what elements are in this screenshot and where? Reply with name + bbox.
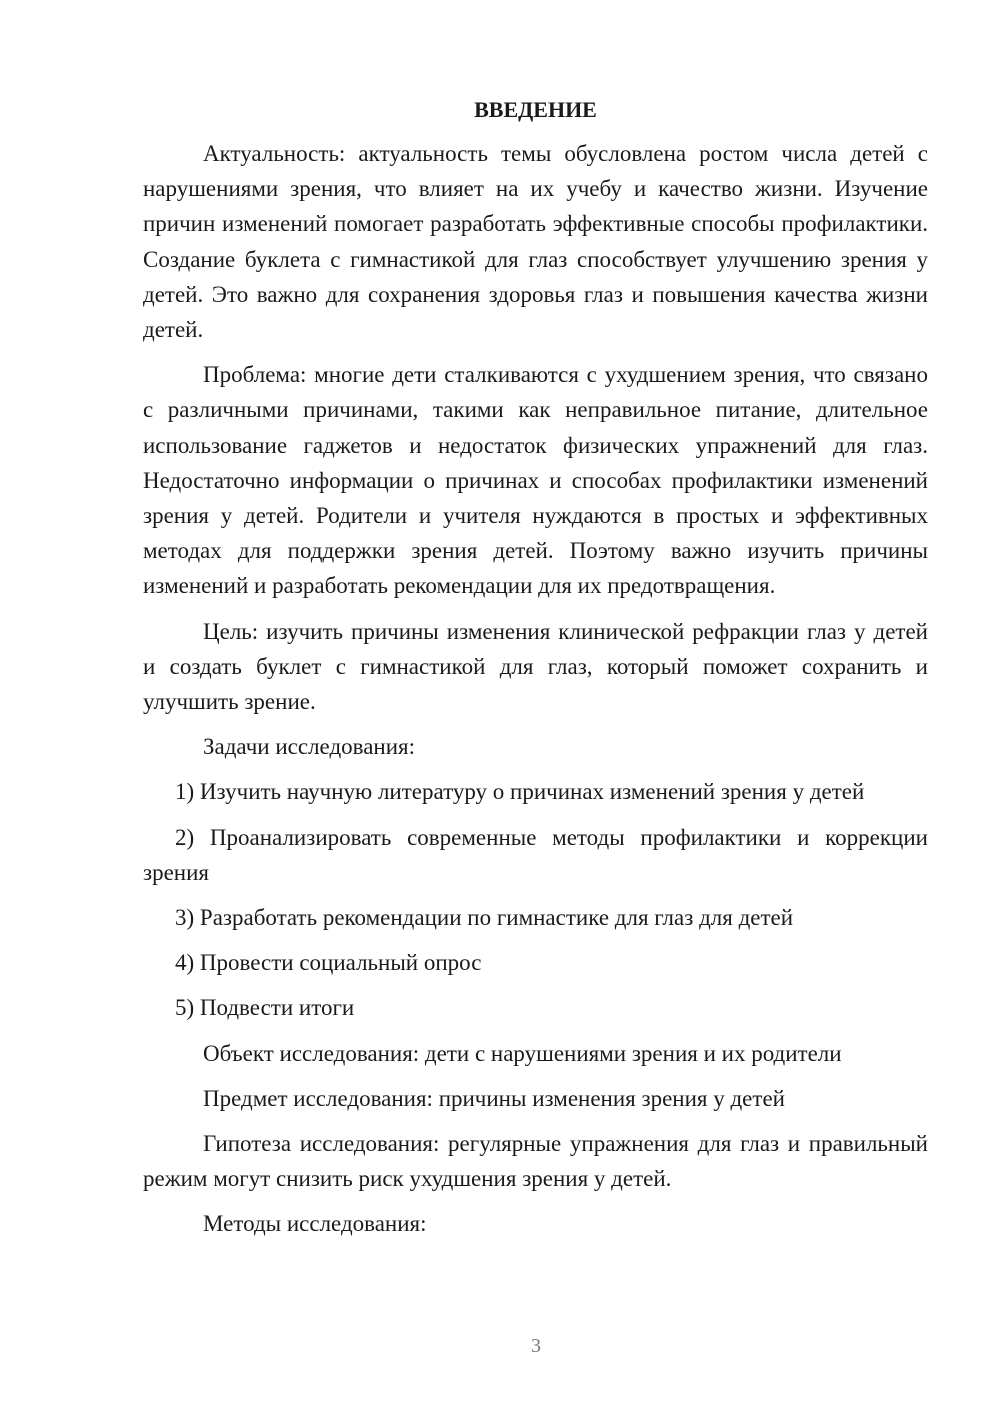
task-item-4: 4) Провести социальный опрос xyxy=(175,950,482,976)
task-item-3: 3) Разработать рекомендации по гимнастике для глаз для детей xyxy=(175,905,794,931)
page-number: 3 xyxy=(531,1335,541,1357)
problem-paragraph: Проблема: многие дети сталкиваются с ухудшением зрения, что связано с различными причинами, такими как неправильное питание, длительное использование гаджетов и недостаток физических упражнений для глаз. Недостаточно информации о причинах и способах профилактики изменений зрения у детей. Родители и учителя нуждаются в простых и эффективных методах для поддержки зрения детей. Поэтому важно изучить причины изменений и разработать рекомендации для их предотвращения. xyxy=(143,362,928,599)
relevance-paragraph: Актуальность: актуальность темы обусловлена ростом числа детей с нарушениями зрения, что влияет на их учебу и качество жизни. Изучение причин изменений помогает разработать эффективные способы профилактики. Создание буклета с гимнастикой для глаз способствует улучшению зрения у детей. Это важно для сохранения здоровья глаз и повышения качества жизни детей. xyxy=(143,141,928,343)
methods-heading: Методы исследования: xyxy=(203,1211,427,1237)
document-body xyxy=(143,94,928,1252)
hypothesis-paragraph: Гипотеза исследования: регулярные упражнения для глаз и правильный режим могут снизить риск ухудшения зрения у детей. xyxy=(143,1131,928,1192)
task-item-5: 5) Подвести итоги xyxy=(175,995,355,1021)
section-title: ВВЕДЕНИЕ xyxy=(474,97,597,122)
task-item-2: 2) Проанализировать современные методы профилактики и коррекции зрения xyxy=(143,824,928,885)
tasks-heading: Задачи исследования: xyxy=(203,734,416,760)
subject-paragraph: Предмет исследования: причины изменения зрения у детей xyxy=(203,1085,785,1111)
task-item-1: 1) Изучить научную литературу о причинах изменений зрения у детей xyxy=(175,779,865,805)
goal-paragraph: Цель: изучить причины изменения клинической рефракции глаз у детей и создать буклет с гимнастикой для глаз, который поможет сохранить и улучшить зрение. xyxy=(143,618,928,715)
object-paragraph: Объект исследования: дети с нарушениями зрения и их родители xyxy=(203,1040,842,1066)
